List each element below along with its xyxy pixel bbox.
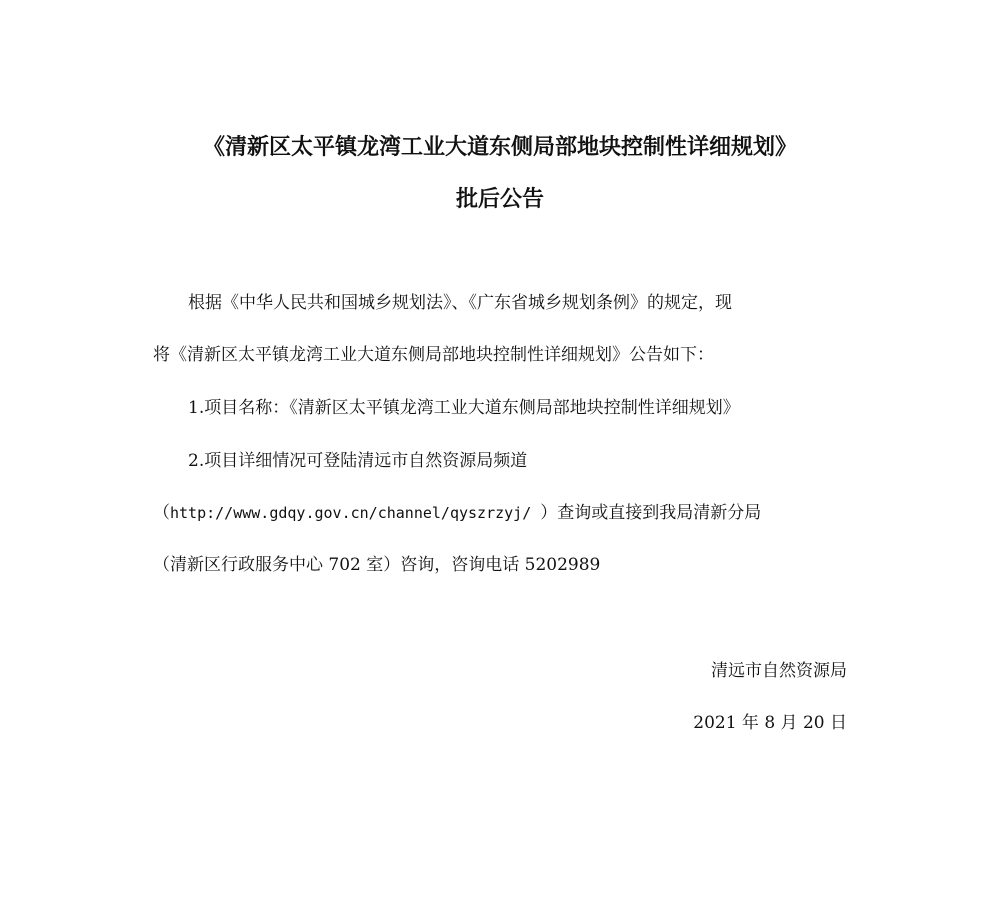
project-details-item: 2.项目详细情况可登陆清远市自然资源局频道 (188, 451, 528, 471)
channel-url-link[interactable]: http://www.gdqy.gov.cn/channel/qyszrzyj/ (170, 504, 541, 522)
signature-date: 2021 年 8 月 20 日 (693, 713, 847, 733)
paragraph-line: 根据《中华人民共和国城乡规划法》、《广东省城乡规划条例》的规定，现 (188, 293, 732, 313)
project-name-item: 1.项目名称：《清新区太平镇龙湾工业大道东侧局部地块控制性详细规划》 (188, 398, 740, 418)
paragraph-line: 将《清新区太平镇龙湾工业大道东侧局部地块控制性详细规划》公告如下： (153, 345, 714, 365)
contact-line: （清新区行政服务中心 702 室）咨询，咨询电话 5202989 (153, 555, 601, 575)
signature-organization: 清远市自然资源局 (711, 661, 847, 681)
url-line-rest: ）查询或直接到我局清新分局 (540, 503, 762, 523)
notice-subtitle: 批后公告 (455, 187, 544, 212)
project-details-url-line (153, 501, 761, 525)
paren-open: （ (153, 503, 170, 523)
notice-title: 《清新区太平镇龙湾工业大道东侧局部地块控制性详细规划》 (202, 135, 797, 160)
